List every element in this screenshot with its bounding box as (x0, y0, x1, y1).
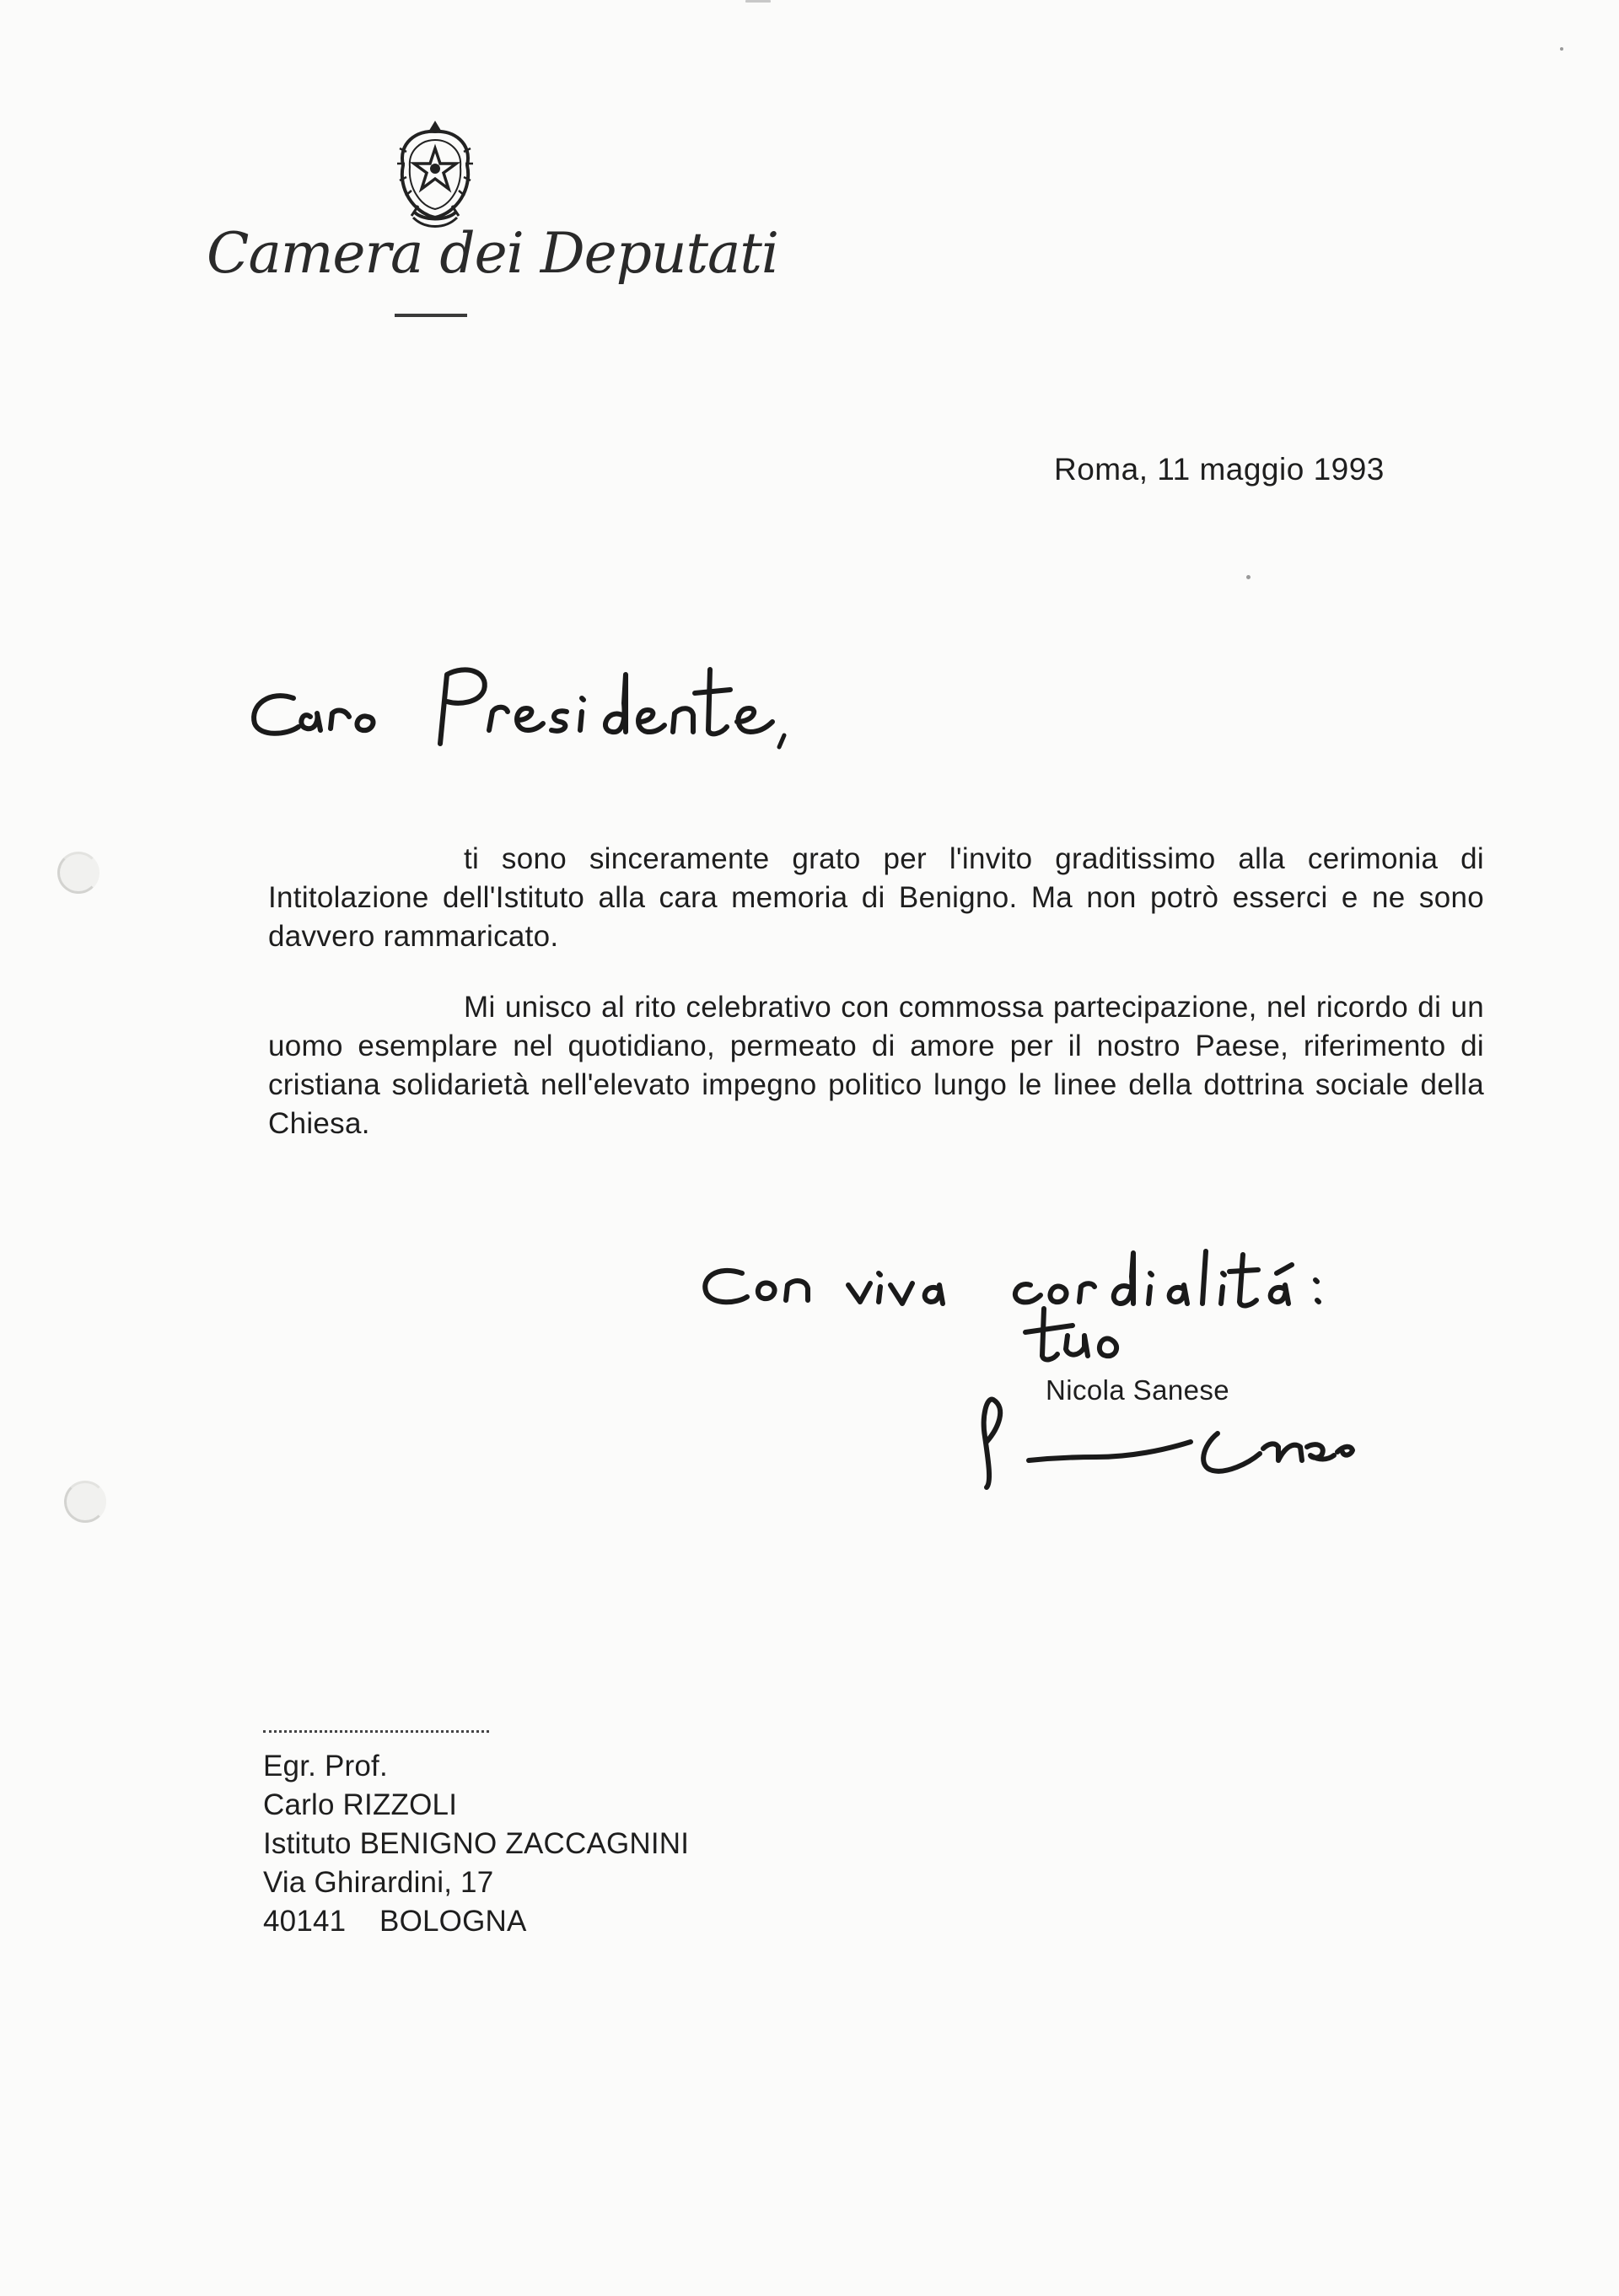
address-line: Via Ghirardini, 17 (263, 1866, 494, 1899)
paper-speck (1246, 575, 1251, 579)
address-line: 40141 BOLOGNA (263, 1905, 527, 1938)
address-line: Egr. Prof. (263, 1750, 388, 1782)
address-line: Carlo RIZZOLI (263, 1788, 458, 1821)
paper-speck (1560, 47, 1563, 51)
body-paragraph: ti sono sinceramente grato per l'invito graditissimo alla cerimonia di Intitolazione dell'Istituto alla cara memoria di Benigno. Ma non potrò esserci e ne sono davvero rammaricato. (268, 842, 1484, 953)
paper-speck (745, 0, 771, 3)
body-paragraph: Mi unisco al rito celebrativo con commossa partecipazione, nel ricordo di un uomo esemplare nel quotidiano, permeato di amore per il nostro Paese, riferimento di cristiana solidarietà nell'elevato impegno politico lungo le linee della dottrina sociale della Chiesa. (268, 991, 1484, 1140)
letterhead-institution: Camera dei Deputati (207, 221, 778, 286)
punch-hole (64, 1481, 106, 1523)
italian-republic-emblem-icon (385, 118, 486, 233)
letterhead-rule (395, 314, 467, 317)
punch-hole (57, 852, 100, 894)
address-line: Istituto BENIGNO ZACCAGNINI (263, 1827, 690, 1860)
recipient-address (263, 1747, 689, 1941)
handwritten-salutation (245, 649, 869, 759)
handwritten-signature (970, 1383, 1383, 1501)
signer-name: Nicola Sanese (1046, 1374, 1229, 1406)
letter-date: Roma, 11 maggio 1993 (1054, 452, 1385, 487)
handwritten-closing (691, 1231, 1484, 1374)
address-divider (263, 1730, 489, 1733)
